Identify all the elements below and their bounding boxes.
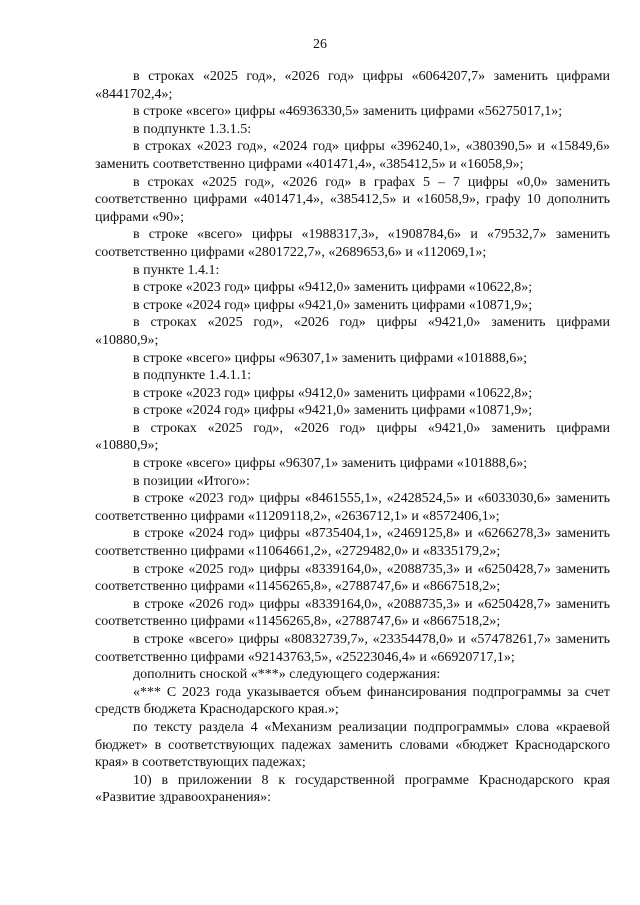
paragraph: в строке «2023 год» цифры «8461555,1», «2428524,5» и «6033030,6» заменить соответственно цифрами «11209118,2», «2636712,1» и «8572406,1»; bbox=[95, 491, 610, 524]
paragraph: в строке «2024 год» цифры «9421,0» заменить цифрами «10871,9»; bbox=[133, 297, 533, 313]
paragraph: в строках «2025 год», «2026 год» цифры «9421,0» заменить цифрами «10880,9»; bbox=[95, 315, 610, 348]
paragraph: в позиции «Итого»: bbox=[133, 473, 250, 489]
paragraph: в строках «2025 год», «2026 год» в графах 5 – 7 цифры «0,0» заменить соответственно цифрами «401471,4», «385412,5» и «16058,9», графу 10 дополнить цифрами «90»; bbox=[95, 174, 610, 225]
paragraph: в строке «всего» цифры «96307,1» заменить цифрами «101888,6»; bbox=[133, 456, 528, 472]
paragraph: «*** С 2023 года указывается объем финансирования подпрограммы за счет средств бюджета Краснодарского края.»; bbox=[95, 684, 610, 718]
paragraph: в строке «2025 год» цифры «8339164,0», «2088735,3» и «6250428,7» заменить соответственно цифрами «11456265,8», «2788747,6» и «8667518,2»; bbox=[95, 561, 610, 595]
paragraph: 10) в приложении 8 к государственной программе Краснодарского края «Развитие здравоохранения»: bbox=[95, 772, 610, 806]
paragraph: в строках «2025 год», «2026 год» цифры «9421,0» заменить цифрами «10880,9»; bbox=[95, 420, 610, 454]
paragraph: в подпункте 1.4.1.1: bbox=[133, 368, 252, 384]
paragraph: в строке «всего» цифры «96307,1» заменить цифрами «101888,6»; bbox=[133, 350, 528, 366]
paragraph: в строках «2025 год», «2026 год» цифры «6064207,7» заменить цифрами «8441702,4»; bbox=[95, 69, 610, 102]
paragraph: по тексту раздела 4 «Механизм реализации подпрограммы» слова «краевой бюджет» в соответствующих падежах заменить словами «бюджет Краснодарского края» в соответствующих падежах; bbox=[95, 719, 610, 771]
paragraph: в пункте 1.4.1: bbox=[133, 262, 220, 278]
paragraph: в строке «2023 год» цифры «9412,0» заменить цифрами «10622,8»; bbox=[133, 280, 533, 296]
paragraph: дополнить сноской «***» следующего содержания: bbox=[133, 667, 441, 683]
paragraph: в строке «2024 год» цифры «9421,0» заменить цифрами «10871,9»; bbox=[133, 403, 533, 419]
paragraph: в строке «всего» цифры «80832739,7», «23354478,0» и «57478261,7» заменить соответственно цифрами «92143763,5», «25223046,4» и «66920717,1»; bbox=[95, 632, 610, 665]
paragraph: в строке «всего» цифры «1988317,3», «1908784,6» и «79532,7» заменить соответственно цифрами «2801722,7», «2689653,6» и «112069,1»; bbox=[95, 227, 610, 260]
page-number: 26 bbox=[313, 37, 327, 52]
paragraph: в подпункте 1.3.1.5: bbox=[133, 121, 252, 137]
paragraph: в строке «2023 год» цифры «9412,0» заменить цифрами «10622,8»; bbox=[133, 385, 533, 401]
paragraph: в строке «2024 год» цифры «8735404,1», «2469125,8» и «6266278,3» заменить соответственно цифрами «11064661,2», «2729482,0» и «8335179,2»; bbox=[95, 526, 610, 560]
document-body bbox=[95, 68, 610, 807]
paragraph: в строках «2023 год», «2024 год» цифры «396240,1», «380390,5» и «15849,6» заменить соответственно цифрами «401471,4», «385412,5» и «16058,9»; bbox=[95, 139, 610, 172]
paragraph: в строке «2026 год» цифры «8339164,0», «2088735,3» и «6250428,7» заменить соответственно цифрами «11456265,8», «2788747,6» и «8667518,2»; bbox=[95, 596, 610, 630]
paragraph: в строке «всего» цифры «46936330,5» заменить цифрами «56275017,1»; bbox=[133, 104, 563, 120]
